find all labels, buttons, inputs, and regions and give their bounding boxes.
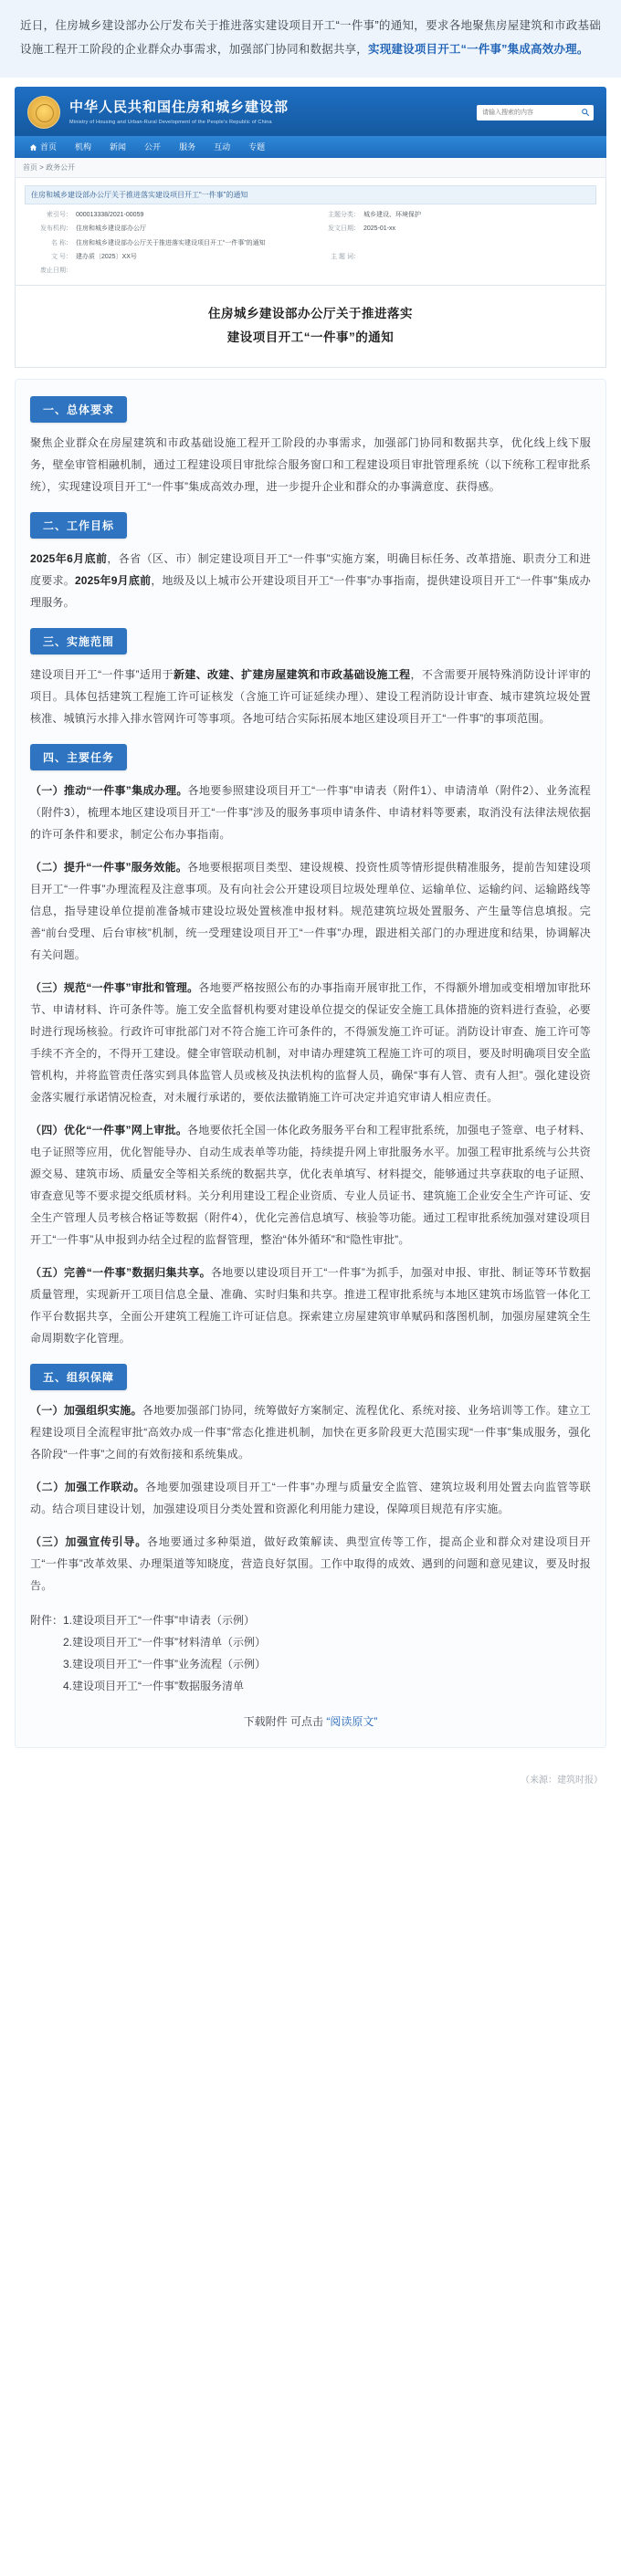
subheading-label: （二）提升“一件事”服务效能。 bbox=[30, 861, 188, 874]
subheading-label: （二）加强工作联动。 bbox=[30, 1481, 146, 1494]
gov-site-header bbox=[15, 87, 606, 136]
subheading-label: （一）加强组织实施。 bbox=[30, 1404, 142, 1418]
meta-value bbox=[363, 252, 596, 262]
meta-value: 住房和城乡建设部办公厅关于推进落实建设项目开工“一件事”的通知 bbox=[76, 239, 266, 246]
source-note: （来源：建筑时报） bbox=[521, 1775, 603, 1786]
section-paragraph bbox=[30, 548, 591, 613]
nav-item-label: 机构 bbox=[75, 142, 92, 152]
page-title-line2: 建设项目开工“一件事”的通知 bbox=[226, 330, 395, 344]
section-heading-organization bbox=[30, 1364, 591, 1390]
search-input[interactable] bbox=[480, 109, 581, 117]
meta-key: 废止日期： bbox=[40, 267, 72, 274]
meta-title: 住房和城乡建设部办公厅关于推进落实建设项目开工“一件事”的通知 bbox=[25, 185, 596, 204]
nav-item-label: 互动 bbox=[214, 142, 231, 152]
nav-item-fuwu[interactable] bbox=[170, 136, 205, 158]
paragraph-text: ，不含需要开展特殊消防设计评审的项目。具体包括建筑工程施工许可证核发（含施工许可证延续办理）、建设工程消防设计审查、城市建筑垃圾处置核准、城镇污水排入排水管网许可等事项。各地可结合实际拓展本地区建设项目开工“一件事”的事项范围。 bbox=[30, 668, 592, 726]
subheading-label: （一）推动“一件事”集成办理。 bbox=[30, 784, 188, 798]
nav-item-label: 公开 bbox=[144, 142, 162, 152]
document-title-block bbox=[15, 286, 606, 368]
meta-value: 住房和城乡建设部办公厅 bbox=[76, 225, 146, 233]
read-original-link[interactable]: “阅读原文” bbox=[326, 1715, 378, 1729]
nav-item-zhuanti[interactable] bbox=[239, 136, 274, 158]
paragraph-text: 各地要加强建设项目开工“一件事”办理与质量安全监管、建筑垃圾利用处置去向监管等联动。结合项目建设计划，加强建设项目分类处置和资源化利用能力建设，保障项目规范有序实施。 bbox=[30, 1481, 591, 1516]
section-heading-tasks bbox=[30, 744, 591, 770]
document-body bbox=[15, 379, 606, 1748]
breadcrumb-text: 首页 > 政务公开 bbox=[23, 163, 76, 173]
page-title-line1: 住房城乡建设部办公厅关于推进落实 bbox=[208, 307, 413, 321]
subheading-label: （四）优化“一件事”网上审批。 bbox=[30, 1124, 188, 1137]
paragraph-text: ，地级及以上城市公开建设项目开工“一件事”办事指南，提供建设项目开工“一件事”集成办理服务。 bbox=[30, 574, 592, 610]
section-heading-overall bbox=[30, 396, 591, 423]
section-paragraph bbox=[30, 1262, 591, 1349]
paragraph-text: 建设项目开工“一件事”适用于 bbox=[30, 668, 174, 682]
paragraph-text: 各地要依托全国一体化政务服务平台和工程审批系统，加强电子签章、电子材料、电子证照等应用，优化智能导办、自动生成表单等功能，持续提升网上审批服务水平。加强工程审批系统与公共资源交易、建筑市场、质量安全等相关系统的数据共享，优化表单填写、材料提交，能够通过共享获取的电子证照、审查意见等不要求提交纸质材料。关分利用建设工程企业资质、专业人员证书、建筑施工企业安全生产许可证、安全生产管理人员考核合格证等数据（附件4），优化完善信息填写、核验等功能。通过工程审批系统加强对建设项目开工“一件事”从申报到办结全过程的监督管理，整治“体外循环”和“隐性审批”。 bbox=[30, 1124, 591, 1247]
home-icon bbox=[29, 143, 37, 152]
section-paragraph bbox=[30, 780, 591, 845]
nav-item-xinwen[interactable] bbox=[100, 136, 135, 158]
meta-value: 建办质〔2025〕XX号 bbox=[76, 253, 137, 260]
gov-site-title-en: Ministry of Housing and Urban-Rural Development of the People's Republic of China bbox=[69, 119, 272, 125]
gov-site-title-cn: 中华人民共和国住房和城乡建设部 bbox=[69, 99, 289, 116]
section-paragraph bbox=[30, 664, 591, 729]
attachment-list bbox=[30, 1609, 591, 1697]
download-note bbox=[30, 1713, 591, 1729]
nav-item-home[interactable] bbox=[20, 136, 66, 158]
nav-item-hudong[interactable] bbox=[205, 136, 239, 158]
section-paragraph bbox=[30, 1476, 591, 1520]
paragraph-text: ，各省（区、市）制定建设项目开工“一件事”实施方案，明确目标任务、改革措施、职责分工和进度要求。 bbox=[30, 552, 592, 588]
meta-value bbox=[76, 266, 309, 276]
section-paragraph: 聚焦企业群众在房屋建筑和市政基础设施工程开工阶段的办事需求，加强部门协同和数据共享，优化线上线下服务，壁垒审管相融机制，通过工程建设项目审批综合服务窗口和工程建设项目审批管理系统（以下统称工程审批系统），实现建设项目开工“一件事”集成高效办理，进一步提升企业和群众的办事满意度、获得感。 bbox=[30, 436, 591, 494]
section-heading-label: 五、组织保障 bbox=[30, 1364, 127, 1390]
gov-site-titles bbox=[69, 99, 468, 126]
attachment-item: 3.建设项目开工“一件事”业务流程（示例） bbox=[63, 1658, 267, 1671]
subheading-label: （三）加强宣传引导。 bbox=[30, 1535, 148, 1549]
emphasis-date: 2025年9月底前 bbox=[74, 574, 152, 588]
nav-item-gongkai[interactable] bbox=[135, 136, 170, 158]
section-heading-label: 二、工作目标 bbox=[30, 512, 127, 539]
meta-key: 主题分类： bbox=[328, 212, 360, 219]
attachment-item: 附件：1.建设项目开工“一件事”申请表（示例） bbox=[30, 1614, 256, 1628]
emphasis-date: 2025年6月底前 bbox=[30, 552, 108, 566]
section-paragraph bbox=[30, 1531, 591, 1597]
gov-site-nav[interactable] bbox=[15, 136, 606, 158]
meta-grid bbox=[25, 210, 596, 276]
breadcrumb[interactable] bbox=[15, 158, 606, 178]
gov-site-screenshot bbox=[0, 78, 621, 368]
intro-paragraph bbox=[0, 0, 621, 78]
emphasis-scope: 新建、改建、扩建房屋建筑和市政基础设施工程 bbox=[173, 668, 411, 682]
attachment-item: 4.建设项目开工“一件事”数据服务清单 bbox=[63, 1680, 245, 1693]
search-icon[interactable] bbox=[581, 108, 590, 117]
section-heading-goal bbox=[30, 512, 591, 539]
section-paragraph bbox=[30, 1399, 591, 1465]
nav-item-label: 首页 bbox=[40, 142, 58, 152]
subheading-label: （三）规范“一件事”审批和管理。 bbox=[30, 981, 199, 995]
meta-value: 000013338/2021-00059 bbox=[76, 212, 144, 219]
paragraph-text: 各地要根据项目类型、建设规模、投资性质等情形提供精准服务，提前告知建设项目开工“一件事”办理流程及注意事项。及有向社会公开建设项目垃圾处理单位、运输单位、运输约问、运输路线等信息，指导建设单位提前准备城市建设垃圾处置核准申报材料。规范建筑垃圾处置服务、产生量等信息填报。完善“前台受理、后台审核”机制，统一受理建设项目开工“一件事”办理，跟进相关部门的办理进度和结果，协调解决有关问题。 bbox=[30, 861, 591, 962]
section-paragraph bbox=[30, 856, 591, 966]
meta-value: 城乡建设、环境保护 bbox=[363, 212, 421, 219]
section-heading-scope bbox=[30, 628, 591, 654]
section-heading-label: 一、总体要求 bbox=[30, 396, 127, 423]
meta-key: 主 题 词： bbox=[331, 253, 360, 260]
nav-item-jigou[interactable] bbox=[66, 136, 100, 158]
attachment-item: 2.建设项目开工“一件事”材料清单（示例） bbox=[63, 1636, 267, 1649]
nav-item-label: 专题 bbox=[248, 142, 266, 152]
paragraph-text: 各地要参照建设项目开工“一件事”申请表（附件1）、申请清单（附件2）、业务流程（附件3），梳理本地区建设项目开工“一件事”涉及的服务事项申请条件、申请材料等要素，取消没有法律法规依据的许可条件和要求，制定公布办事指南。 bbox=[30, 784, 591, 842]
meta-key: 索引号： bbox=[47, 212, 72, 219]
nav-item-label: 服务 bbox=[179, 142, 196, 152]
section-heading-label: 三、实施范围 bbox=[30, 628, 127, 654]
document-meta-box bbox=[15, 178, 606, 286]
meta-value: 2025-01-xx bbox=[363, 225, 396, 233]
intro-text: 近日，住房城乡建设部办公厅发布关于推进落实建设项目开工“一件事”的通知，要求各地聚焦房屋建筑和市政基础设施工程开工阶段的企业群众办事需求，加强部门协同和数据共享， bbox=[20, 19, 601, 56]
paragraph-text: 各地要以建设项目开工“一件事”为抓手，加强对申报、审批、制证等环节数据质量管理，实现新开工项目信息全量、准确、实时归集和共享。推进工程审批系统与本地区建筑市场监管一体化工作平台数据共享，全面公开建筑工程施工许可证信息。探索建立房屋建筑审单赋码和落图机制，加强房屋建筑全生命周期数字化管理。 bbox=[30, 1266, 591, 1346]
paragraph-text: 各地要通过多种渠道，做好政策解读、典型宣传等工作，提高企业和群众对建设项目开工“一件事”改革效果、办理渠道等知晓度，营造良好氛围。工作中取得的成效、遇到的问题和意见建议，要及时报告。 bbox=[30, 1535, 591, 1593]
paragraph-text: 各地要加强部门协同，统筹做好方案制定、流程优化、系统对接、业务培训等工作。建立工程建设项目全流程审批“高效办成一件事”常态化推进机制，加快在更多阶段更大范围实现“一件事”集成服务，强化各阶段“一件事”之间的有效衔接和系统集成。 bbox=[30, 1404, 591, 1461]
site-search[interactable] bbox=[477, 105, 594, 120]
national-emblem-icon bbox=[27, 96, 60, 129]
intro-highlight: 实现建设项目开工“一件事”集成高效办理。 bbox=[368, 42, 589, 56]
download-prefix: 下载附件 可点击 bbox=[243, 1715, 327, 1729]
meta-key: 名 称： bbox=[51, 239, 72, 246]
meta-key: 发布机构： bbox=[40, 225, 72, 233]
paragraph-text: 各地要严格按照公布的办事指南开展审批工作，不得额外增加或变相增加审批环节、申请材料、许可条件等。施工安全监督机构要对建设单位提交的保证安全施工具体措施的资料进行查验，必要时进行现场核验。行政许可审批部门对不符合施工许可条件的，不得颁发施工许可证。消防设计审查、施工许可等手续不齐全的，不得开工建设。健全审管联动机制，对申请办理建筑工程施工许可的项目，要及时明确项目安全监管机构，并将监管责任落实到具体监管人员或核及执法机构的监督人员，确保“事有人管、责有人担”。强化建设资金落实履行承诺情况检查，对未履行承诺的，要依法撤销施工许可决定并追究审请人相应责任。 bbox=[30, 981, 591, 1105]
section-heading-label: 四、主要任务 bbox=[30, 744, 127, 770]
section-paragraph bbox=[30, 1119, 591, 1251]
subheading-label: （五）完善“一件事”数据归集共享。 bbox=[30, 1266, 211, 1280]
section-paragraph bbox=[30, 977, 591, 1108]
meta-key: 发文日期： bbox=[328, 225, 360, 233]
meta-key: 文 号： bbox=[51, 253, 72, 260]
nav-item-label: 新闻 bbox=[110, 142, 127, 152]
